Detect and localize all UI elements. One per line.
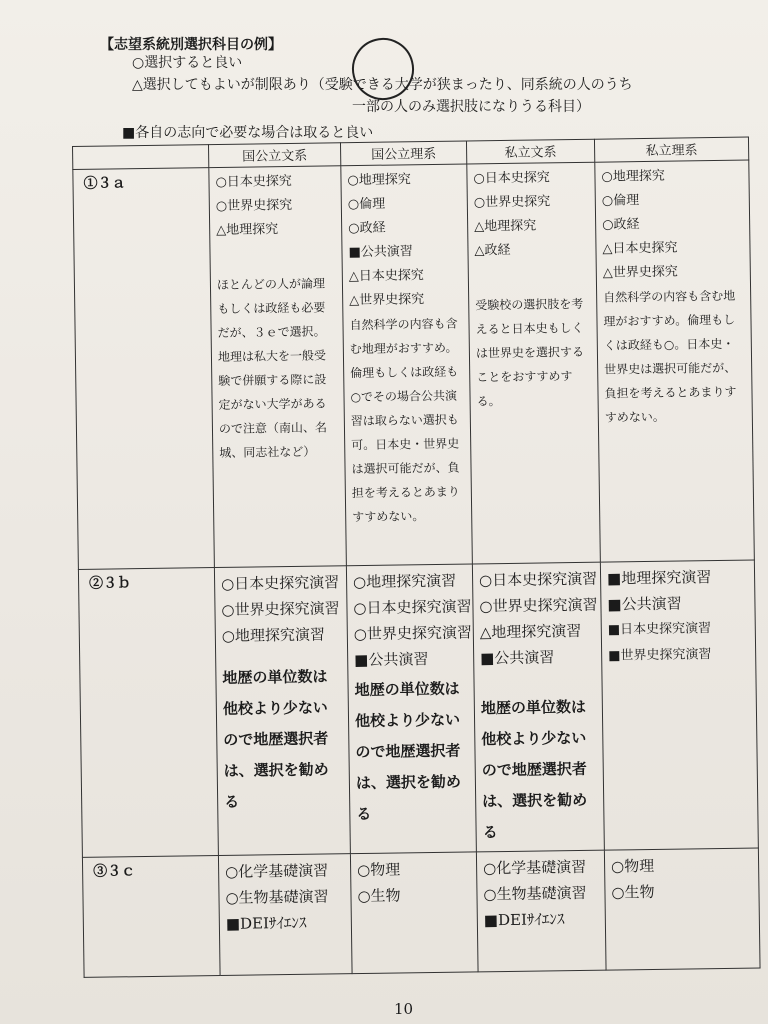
subject-item: ○世界史探究演習 xyxy=(353,623,473,644)
cell-note: 受験校の選択肢を考えると日本史もしくは世界史を選択することをおすすめする。 xyxy=(475,296,585,409)
header-cell-private-science: 私立理系 xyxy=(594,137,748,162)
legend-limited: △選択してもよいが制限あり（受験できる大学が狭まったり、同系統の人のうち xyxy=(132,77,633,93)
table-cell xyxy=(604,848,760,970)
header-cell-private-humanities: 私立文系 xyxy=(466,139,594,164)
page-number: 10 xyxy=(394,1000,414,1018)
subject-item: ○化学基礎演習 xyxy=(225,861,329,881)
subject-item: ○地理探究演習 xyxy=(221,625,326,645)
header-cell-national-humanities: 国公立文系 xyxy=(208,143,340,168)
subject-item: △日本史探究 xyxy=(602,240,678,257)
cell-note: 地歴の単位数は他校より少ないので地歴選択者は、選択を勧める xyxy=(354,679,462,824)
subject-item: ■地理探究演習 xyxy=(606,568,712,588)
legend-square: ■各自の志向で必要な場合は取ると良い xyxy=(122,125,374,141)
subject-item: ○世界史探究演習 xyxy=(221,599,340,619)
subject-item: △政経 xyxy=(474,242,511,259)
subject-item: ■公共演習 xyxy=(354,650,429,670)
cell-note: 地歴の単位数は他校より少ないので地歴選択者は、選択を勧める xyxy=(222,667,329,811)
table-cell xyxy=(346,564,476,854)
subject-item: △日本史探究 xyxy=(348,268,424,285)
legend-good: ○選択すると良い xyxy=(132,55,243,71)
subject-item: △世界史探究 xyxy=(602,264,678,281)
table-cell xyxy=(218,854,352,976)
subject-item: ○日本史探究演習 xyxy=(353,597,472,618)
table-cell xyxy=(350,852,478,974)
subject-item: ■日本史探究演習 xyxy=(607,621,712,638)
table-cell xyxy=(472,562,604,852)
row-label: ③３ｃ xyxy=(82,856,220,978)
subject-item: ○地理探究 xyxy=(601,168,665,185)
subject-item: ○政経 xyxy=(348,220,386,237)
legend-limited-cont: 一部の人のみ選択肢になりうる科目） xyxy=(352,99,590,115)
row-label: ②３ｂ xyxy=(78,568,218,858)
table-row xyxy=(73,160,755,569)
subject-item: △地理探究演習 xyxy=(479,621,582,642)
subject-item: ○倫理 xyxy=(601,193,640,209)
subject-item: ○物理 xyxy=(357,860,401,880)
subject-item: ■公共演習 xyxy=(348,244,413,261)
table-cell xyxy=(595,160,755,562)
selection-table xyxy=(72,137,761,978)
subject-item: ○政経 xyxy=(602,217,640,233)
subject-item: ○日本史探究 xyxy=(473,170,550,187)
row-label: ①３ａ xyxy=(73,168,215,570)
subject-item: ○日本史探究演習 xyxy=(478,569,598,590)
cell-note: 地歴の単位数は他校より少ないので地歴選択者は、選択を勧める xyxy=(480,697,588,842)
subject-item: ■公共演習 xyxy=(480,648,555,668)
subject-item: ■公共演習 xyxy=(607,594,682,614)
subject-item: ○生物基礎演習 xyxy=(483,883,587,904)
table-row xyxy=(78,560,758,857)
subject-item: ○世界史探究演習 xyxy=(479,595,598,616)
subject-item: ○生物 xyxy=(611,882,655,902)
subject-item: △地理探究 xyxy=(474,218,537,235)
subject-item: ■DEIｻｲｴﾝｽ xyxy=(483,910,565,930)
subject-item: ○化学基礎演習 xyxy=(482,857,587,878)
cell-note: 自然科学の内容も含む地理がおすすめ。倫理もしくは政経も○。日本史・世界史は選択可能だが、負担を考えるとあまりすすめない。 xyxy=(603,288,737,425)
subject-item: ○地理探究演習 xyxy=(352,571,457,592)
subject-item: ○生物 xyxy=(357,886,401,906)
table-cell xyxy=(600,560,758,850)
subject-item: ■世界史探究演習 xyxy=(608,647,712,664)
table-row xyxy=(82,848,760,977)
doc-title: 【志望系統別選択科目の例】 xyxy=(100,37,282,53)
subject-item: ○物理 xyxy=(610,856,655,876)
header-cell-blank xyxy=(73,145,209,170)
subject-item: ○日本史探究演習 xyxy=(221,573,340,593)
subject-item: ■DEIｻｲｴﾝｽ xyxy=(225,913,307,933)
table-cell xyxy=(214,566,350,856)
header-cell-national-science: 国公立理系 xyxy=(340,141,466,166)
subject-item: ○日本史探究 xyxy=(215,173,292,190)
table-cell xyxy=(467,162,601,564)
subject-item: ○倫理 xyxy=(347,196,386,213)
subject-item: ○世界史探究 xyxy=(215,197,293,214)
cell-note: 自然科学の内容も含む地理がおすすめ。倫理もしくは政経も○でその場合公共演習は取らない選択も可。日本史・世界史は選択可能だが、負担を考えるとあまりすすめない。 xyxy=(349,316,460,525)
table-cell xyxy=(341,164,473,566)
table-cell xyxy=(476,850,606,972)
subject-item: ○世界史探究 xyxy=(473,194,551,211)
table-cell xyxy=(209,166,347,568)
subject-item: △世界史探究 xyxy=(349,292,425,309)
cell-note: ほとんどの人が論理もしくは政経も必要だが、３ｅで選択。地理は私大を一般受験で併願する際に設定がない大学があるので注意（南山、名城、同志社など） xyxy=(216,276,328,460)
subject-item: ○地理探究 xyxy=(347,172,411,189)
subject-item: ○生物基礎演習 xyxy=(225,887,329,907)
subject-item: △地理探究 xyxy=(216,222,279,238)
